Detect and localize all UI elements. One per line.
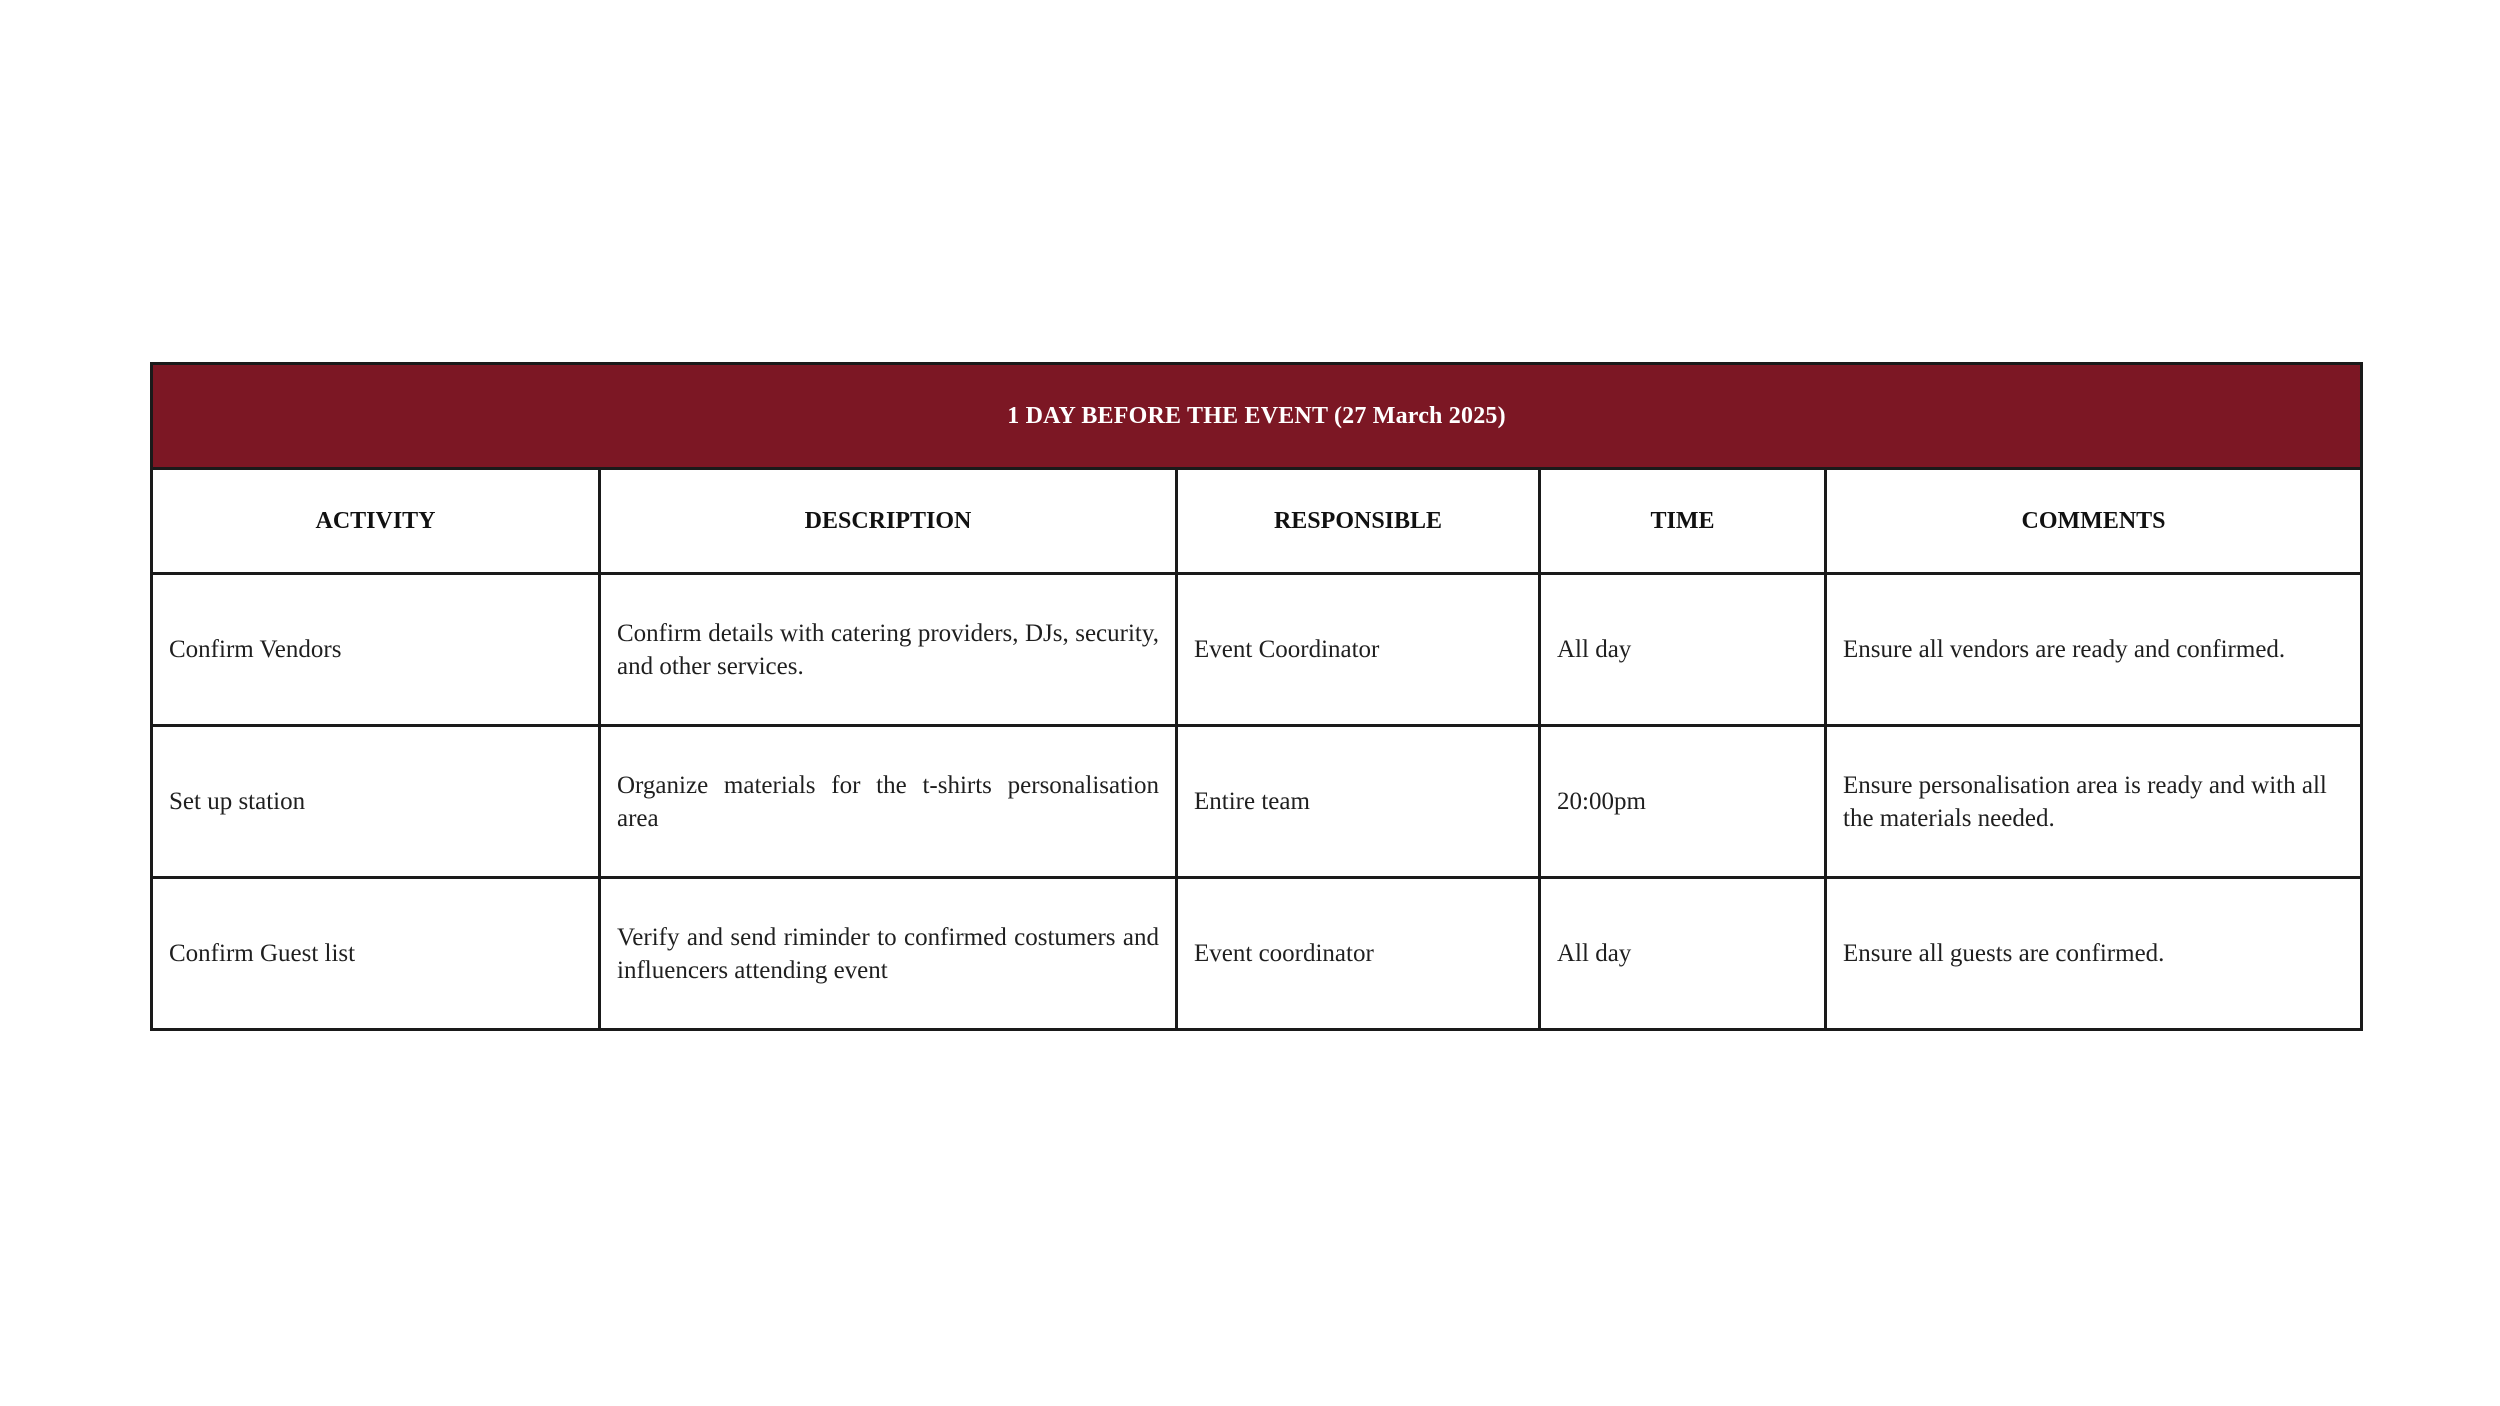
header-row <box>152 469 2362 574</box>
column-header-activity: ACTIVITY <box>152 469 600 574</box>
responsible-cell: Event Coordinator <box>1177 574 1540 726</box>
time-cell: All day <box>1540 574 1826 726</box>
comments-cell: Ensure all guests are confirmed. <box>1826 878 2362 1030</box>
table-row <box>152 878 2362 1030</box>
comments-cell: Ensure personalisation area is ready and with all the materials needed. <box>1826 726 2362 878</box>
activity-cell: Set up station <box>152 726 600 878</box>
description-cell: Confirm details with catering providers, DJs, security, and other services. <box>600 574 1177 726</box>
column-header-responsible: RESPONSIBLE <box>1177 469 1540 574</box>
column-header-time: TIME <box>1540 469 1826 574</box>
table-row <box>152 574 2362 726</box>
activity-cell: Confirm Vendors <box>152 574 600 726</box>
responsible-cell: Entire team <box>1177 726 1540 878</box>
time-cell: 20:00pm <box>1540 726 1826 878</box>
time-cell: All day <box>1540 878 1826 1030</box>
activity-cell: Confirm Guest list <box>152 878 600 1030</box>
title-row <box>152 364 2362 469</box>
table-row <box>152 726 2362 878</box>
column-header-description: DESCRIPTION <box>600 469 1177 574</box>
description-cell: Verify and send riminder to confirmed costumers and influencers attending event <box>600 878 1177 1030</box>
table-title: 1 DAY BEFORE THE EVENT (27 March 2025) <box>152 364 2362 469</box>
schedule-table <box>150 362 2363 1031</box>
comments-cell: Ensure all vendors are ready and confirmed. <box>1826 574 2362 726</box>
description-cell: Organize materials for the t-shirts personalisation area <box>600 726 1177 878</box>
responsible-cell: Event coordinator <box>1177 878 1540 1030</box>
column-header-comments: COMMENTS <box>1826 469 2362 574</box>
